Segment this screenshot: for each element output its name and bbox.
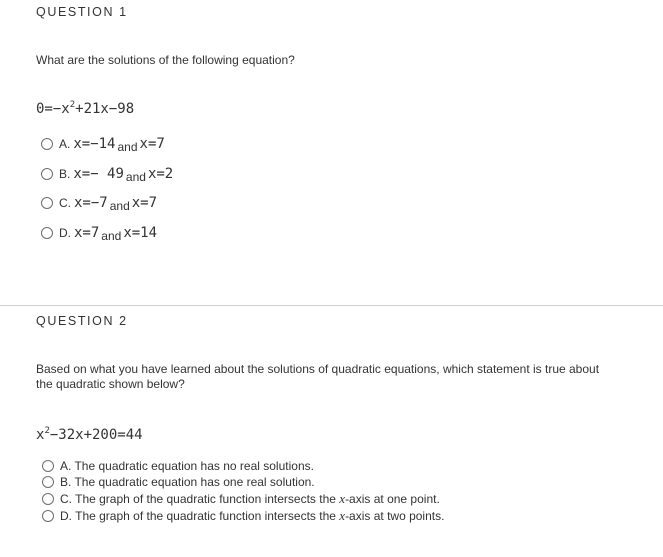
option-letter: D.: [59, 226, 71, 240]
option-text-suffix: -axis at two points.: [345, 509, 445, 523]
equation-rhs: +21x−98: [75, 101, 135, 117]
option-text: D. The graph of the quadratic function intersects the: [60, 509, 340, 523]
question-2-option-b[interactable]: [42, 474, 315, 490]
equation-exponent: 2: [44, 426, 50, 436]
option-second-solution: x=14: [123, 225, 158, 241]
question-2-option-c[interactable]: [42, 491, 440, 507]
question-1-header: QUESTION 1: [36, 5, 128, 19]
option-letter: C.: [59, 196, 71, 210]
option-second-solution: x=7: [131, 195, 158, 211]
radio-button[interactable]: [42, 510, 54, 522]
radio-button[interactable]: [42, 493, 54, 505]
radio-button[interactable]: [41, 197, 53, 209]
question-2-option-a[interactable]: [42, 458, 314, 474]
option-second-solution: x=2: [147, 166, 174, 182]
option-first-solution: x=− 49: [73, 166, 124, 182]
option-and: and: [117, 140, 138, 154]
question-2-prompt-line-2: the quadratic shown below?: [36, 377, 185, 391]
option-letter: A.: [59, 137, 71, 151]
question-2-prompt: [36, 362, 599, 392]
option-first-solution: x=−14: [73, 136, 116, 152]
option-first-solution: x=−7: [74, 195, 108, 211]
equation-rhs: −32x+200=44: [49, 427, 143, 443]
option-letter: B.: [59, 167, 71, 181]
question-1-option-d[interactable]: [41, 225, 157, 241]
radio-button[interactable]: [41, 227, 53, 239]
question-2-option-d[interactable]: [42, 508, 444, 524]
question-1-option-a[interactable]: [41, 136, 165, 152]
question-1-option-b[interactable]: [41, 166, 173, 182]
question-1-option-c[interactable]: [41, 195, 157, 211]
equation-lhs: x: [36, 427, 45, 443]
option-axis-variable: x: [339, 491, 346, 506]
equation-lhs: 0=−x: [36, 101, 70, 117]
radio-button[interactable]: [42, 460, 54, 472]
option-text: A. The quadratic equation has no real solutions.: [60, 459, 314, 473]
question-2-prompt-line-1: Based on what you have learned about the solutions of quadratic equations, which statement is true about: [36, 362, 600, 376]
section-divider: [0, 305, 663, 306]
option-and: and: [125, 170, 146, 184]
question-1-prompt: What are the solutions of the following equation?: [36, 53, 295, 67]
option-text-suffix: -axis at one point.: [345, 492, 440, 506]
option-second-solution: x=7: [139, 136, 165, 152]
option-axis-variable: x: [339, 508, 346, 523]
option-and: and: [101, 229, 122, 243]
question-2-equation: [36, 427, 143, 443]
equation-exponent: 2: [69, 100, 76, 110]
radio-button[interactable]: [41, 138, 53, 150]
option-and: and: [109, 199, 130, 213]
option-text: B. The quadratic equation has one real solution.: [60, 475, 315, 489]
question-2-header: QUESTION 2: [36, 314, 128, 328]
radio-button[interactable]: [42, 476, 54, 488]
question-1-equation: [36, 101, 134, 117]
option-text: C. The graph of the quadratic function intersects the: [60, 492, 340, 506]
radio-button[interactable]: [41, 168, 53, 180]
option-first-solution: x=7: [74, 225, 100, 241]
